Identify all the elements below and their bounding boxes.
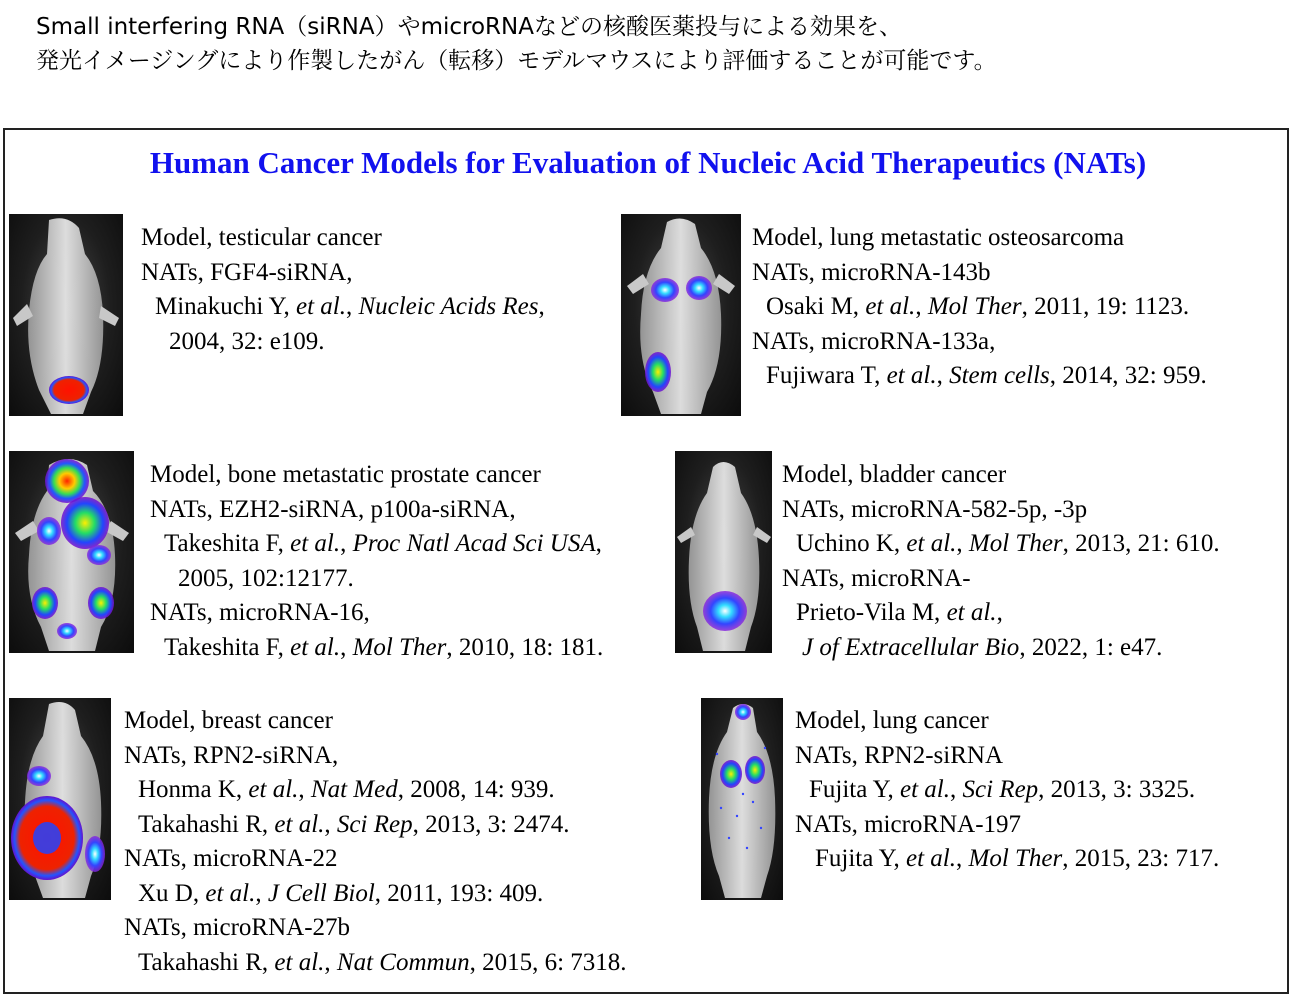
citation: Uchino K, et al., Mol Ther, 2013, 21: 610.: [796, 530, 1220, 557]
citation-continued: 2005, 102:12177.: [178, 564, 354, 592]
nats-label: NATs, microRNA-582-5p, -3p: [782, 495, 1088, 523]
mouse-image-prostate: [9, 451, 134, 653]
citation: Prieto-Vila M, et al.,: [796, 599, 1003, 626]
signal-leg: [645, 352, 671, 392]
citation: Takahashi R, et al., Nat Commun, 2015, 6: 7318.: [138, 948, 627, 976]
nats-label: NATs, microRNA-27b: [124, 914, 351, 941]
signal-snout: [735, 704, 751, 720]
signal-hindlimb-right: [88, 587, 114, 619]
mouse-image-bladder: [675, 451, 772, 653]
intro-line-1: Small interfering RNA（siRNA）やmicroRNAなどの核酸医薬投与による効果を、: [36, 14, 902, 40]
model-label: Model, lung cancer: [795, 707, 989, 734]
nats-label: NATs, microRNA-197: [795, 810, 1022, 838]
signal-flank: [85, 836, 105, 872]
signal-forelimb-left: [37, 517, 61, 545]
nats-label: NATs, RPN2-siRNA: [795, 741, 1004, 769]
signal-tumor-core: [33, 822, 61, 854]
citation: Takeshita F, et al., Proc Natl Acad Sci USA,: [164, 530, 602, 557]
signal-forelimb-right: [87, 545, 111, 565]
nats-label: NATs, microRNA-22: [124, 845, 338, 872]
citation-continued: J of Extracellular Bio, 2022, 1: e47.: [802, 633, 1163, 661]
citation: Osaki M, et al., Mol Ther, 2011, 19: 1123.: [766, 293, 1190, 320]
citation: Takeshita F, et al., Mol Ther, 2010, 18: 181.: [164, 633, 604, 661]
citation: Minakuchi Y, et al., Nucleic Acids Res,: [155, 293, 545, 320]
citation: Xu D, et al., J Cell Biol, 2011, 193: 409.: [138, 879, 544, 907]
signal-lung-left: [651, 278, 679, 302]
nats-label: NATs, microRNA-143b: [752, 258, 991, 286]
mouse-image-breast: [9, 698, 111, 900]
mouse-image-osteosarcoma: [621, 214, 741, 416]
signal-bladder: [703, 591, 747, 631]
signal-shoulder: [61, 497, 109, 549]
mouse-image-lung: [701, 698, 783, 900]
signal-lung-right: [745, 756, 765, 784]
signal-lung-right: [686, 276, 712, 300]
nats-label: NATs, microRNA-133a,: [752, 327, 996, 355]
citation: Fujiwara T, et al., Stem cells, 2014, 32: 959.: [766, 362, 1207, 389]
model-label: Model, bone metastatic prostate cancer: [150, 461, 541, 488]
model-label: Model, testicular cancer: [141, 224, 382, 251]
nats-label: NATs, FGF4-siRNA,: [141, 258, 353, 286]
signal-hindlimb-left: [32, 587, 58, 619]
model-label: Model, lung metastatic osteosarcoma: [752, 224, 1125, 251]
figure-title: Human Cancer Models for Evaluation of Nucleic Acid Therapeutics (NATs): [149, 145, 1147, 180]
signal-foot: [57, 623, 77, 639]
nats-label: NATs, microRNA-16,: [150, 599, 370, 626]
citation: Fujita Y, et al., Sci Rep, 2013, 3: 3325.: [809, 776, 1196, 803]
citation: Honma K, et al., Nat Med, 2008, 14: 939.: [138, 776, 555, 803]
model-label: Model, breast cancer: [124, 707, 333, 734]
nats-label: NATs, EZH2-siRNA, p100a-siRNA,: [150, 495, 516, 523]
citation-continued: 2004, 32: e109.: [169, 327, 325, 355]
model-label: Model, bladder cancer: [782, 461, 1007, 488]
signal-axilla: [27, 766, 51, 786]
citation: Fujita Y, et al., Mol Ther, 2015, 23: 717.: [815, 845, 1220, 872]
signal-testis: [49, 376, 89, 404]
intro-line-2: 発光イメージングにより作製したがん（転移）モデルマウスにより評価することが可能です。: [36, 48, 997, 74]
nats-label: NATs, RPN2-siRNA,: [124, 741, 339, 769]
signal-head: [45, 459, 89, 503]
intro-text: [36, 10, 1276, 78]
citation: Takahashi R, et al., Sci Rep, 2013, 3: 2474.: [138, 810, 570, 838]
signal-lung-left: [720, 760, 742, 788]
nats-label: NATs, microRNA-: [782, 564, 971, 592]
mouse-image-testicular: [9, 214, 123, 416]
